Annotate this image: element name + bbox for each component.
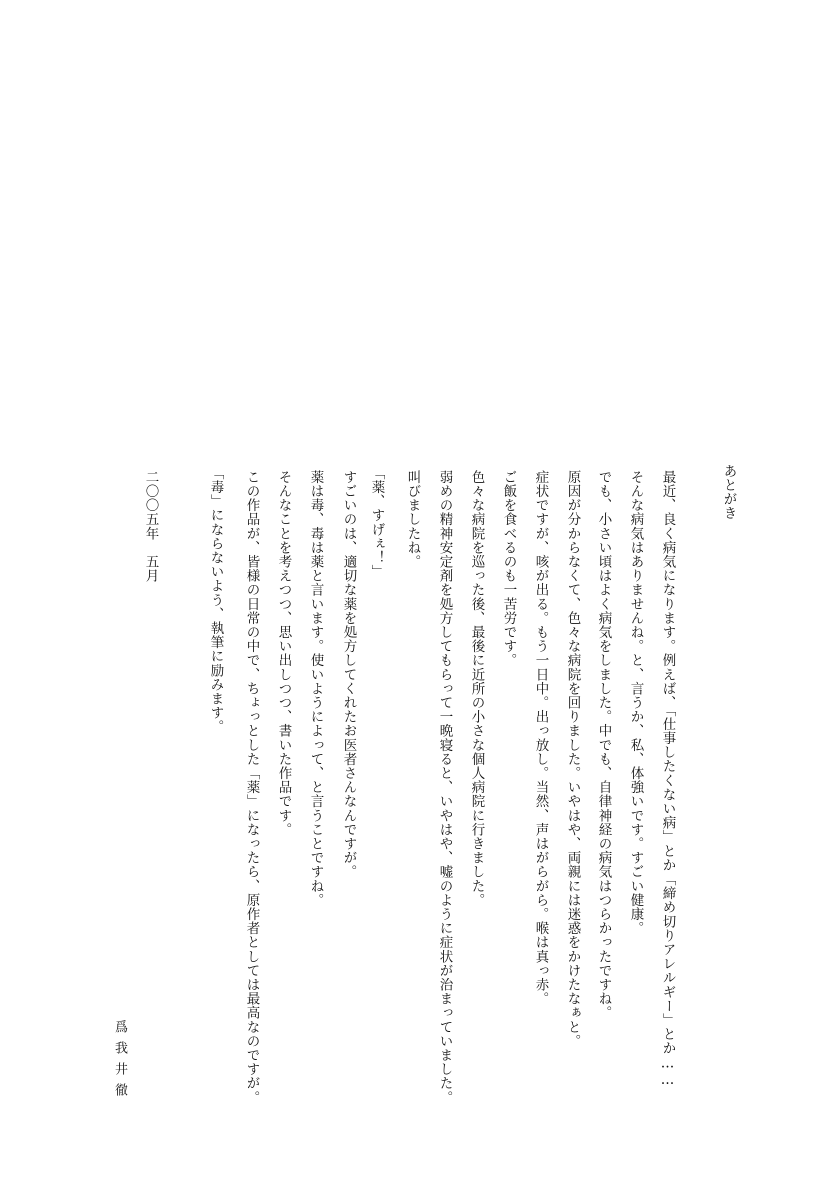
- body-line-10: 「薬、すげぇ！」: [368, 466, 385, 579]
- body-line-6: ご飯を食べるのも一苦労です。: [500, 470, 517, 668]
- body-line-14: この作品が、皆様の日常の中で、ちょっとした「薬」になったら、原作者としては最高なのですが。: [243, 470, 260, 1105]
- body-line-4: 原因が分からなくて、色々な病院を回りました。いやはや、両親には迷惑をかけたなぁと。: [564, 470, 581, 1049]
- body-line-5: 症状ですが、咳が出る。もう一日中。出っ放し。当然、声はがらがら。喉は真っ赤。: [532, 470, 549, 1006]
- body-line-3: でも、小さい頃はよく病気をしました。中でも、自律神経の病気はつらかったですね。: [595, 470, 612, 1020]
- author-name: 爲我井徹: [112, 1020, 127, 1104]
- body-line-11: すごいのは、適切な薬を処方してくれたお医者さんなんですが。: [340, 470, 357, 879]
- body-line-15: 「毒」にならないよう、執筆に励みます。: [207, 466, 224, 734]
- body-line-7: 色々な病院を巡った後、最後に近所の小さな個人病院に行きました。: [468, 470, 485, 908]
- body-line-9: 叫びましたね。: [404, 470, 421, 569]
- afterword-heading: あとがき: [720, 464, 737, 521]
- body-line-2: そんな病気はありませんね。と、言うか、私、体強いです。すごい健康。: [627, 470, 644, 936]
- body-line-1: 最近、良く病気になります。例えば、「仕事したくない病」とか「締め切りアレルギー」とか……: [659, 470, 676, 1089]
- afterword-date: 二〇〇五年 五月: [142, 470, 159, 583]
- body-line-8: 弱めの精神安定剤を処方してもらって一晩寝ると、いやはや、嘘のように症状が治まっていました。: [436, 470, 453, 1105]
- body-line-12: 薬は毒、毒は薬と言います。使いようによって、と言うことですね。: [307, 470, 324, 908]
- body-line-13: そんなことを考えつつ、思い出しつつ、書いた作品です。: [275, 470, 292, 837]
